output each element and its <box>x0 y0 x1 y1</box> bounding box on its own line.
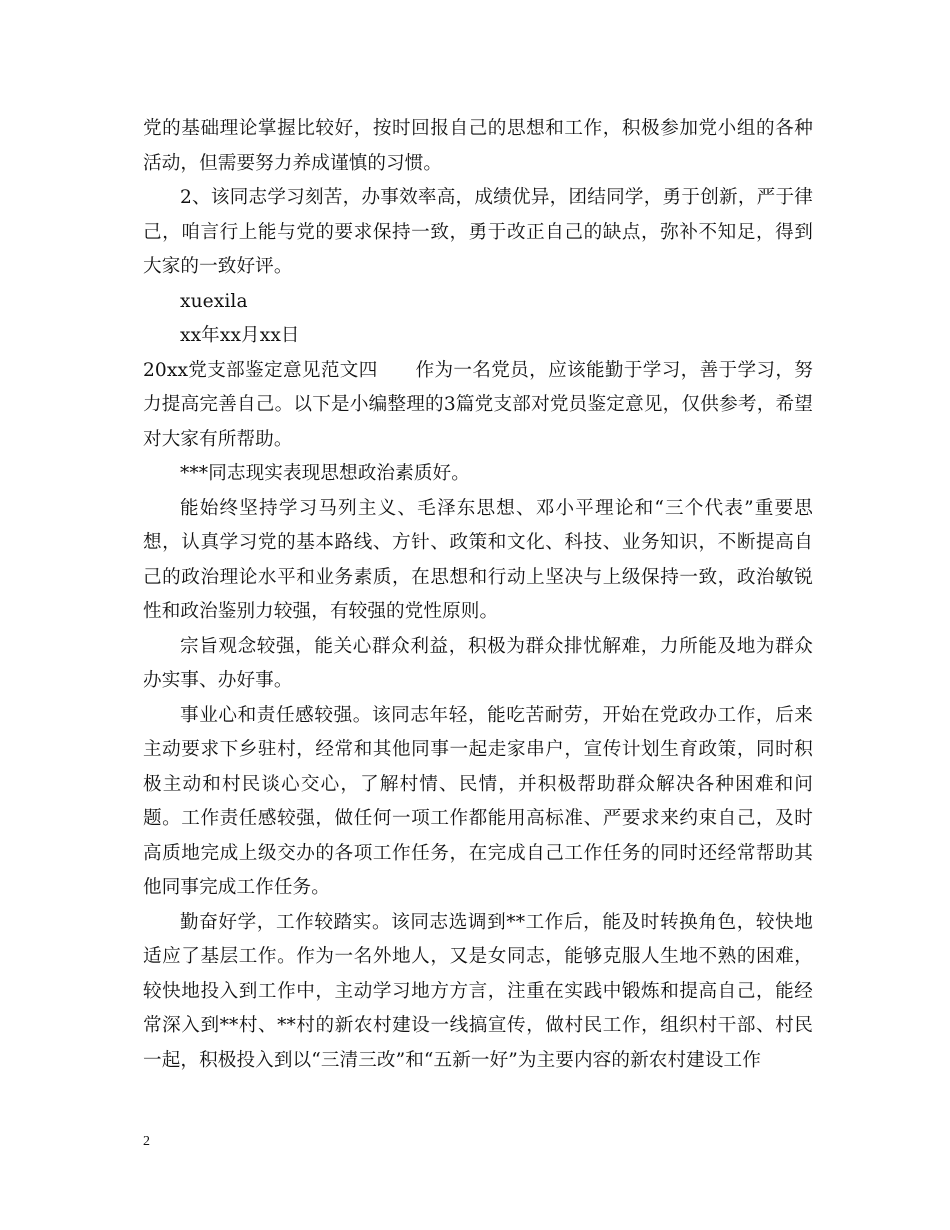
document-body <box>143 112 813 1078</box>
paragraph-responsibility: 事业心和责任感较强。该同志年轻，能吃苦耐劳，开始在党政办工作，后来主动要求下乡驻村，经常和其他同事一起走家串户，宣传计划生育政策，同时积极主动和村民谈心交心，了解村情、民情，并积极帮助群众解决各种困难和问题。工作责任感较强，做任何一项工作都能用高标准、严要求来约束自己，及时高质地完成上级交办的各项工作任务，在完成自己工作任务的同时还经常帮助其他同事完成工作任务。 <box>143 704 813 898</box>
signature-name: xuexila <box>180 290 248 312</box>
paragraph-political: 能始终坚持学习马列主义、毛泽东思想、邓小平理论和“三个代表”重要思想，认真学习党的基本路线、方针、政策和文化、科技、业务知识，不断提高自己的政治理论水平和业务素质，在思想和行动上坚决与上级保持一致，政治敏锐性和政治鉴别力较强，有较强的党性原则。 <box>143 497 813 622</box>
page-number: 2 <box>143 1134 150 1149</box>
section-title-paragraph: 20xx党支部鉴定意见范文四 作为一名党员，应该能勤于学习，善于学习，努力提高完善自己。以下是小编整理的3篇党支部对党员鉴定意见，仅供参考，希望对大家有所帮助。 <box>143 359 813 450</box>
paragraph-2: 2、该同志学习刻苦，办事效率高，成绩优异，团结同学，勇于创新，严于律己，咱言行上能与党的要求保持一致，勇于改正自己的缺点，弥补不知足，得到大家的一致好评。 <box>143 187 813 277</box>
paragraph-diligence: 勤奋好学，工作较踏实。该同志选调到**工作后，能及时转换角色，较快地适应了基层工作。作为一名外地人，又是女同志，能够克服人生地不熟的困难，较快地投入到工作中，主动学习地方方言，注重在实践中锻炼和提高自己，能经常深入到**村、**村的新农村建设一线搞宣传，做村民工作，组织村干部、村民一起，积极投入到以“三清三改”和“五新一好”为主要内容的新农村建设工作 <box>143 911 813 1071</box>
paragraph-service: 宗旨观念较强，能关心群众利益，积极为群众排忧解难，力所能及地为群众办实事、办好事。 <box>143 635 813 691</box>
paragraph-1: 党的基础理论掌握比较好，按时回报自己的思想和工作，积极参加党小组的各种活动，但需要努力养成谨慎的习惯。 <box>143 118 813 174</box>
paragraph-summary: ***同志现实表现思想政治素质好。 <box>180 463 470 484</box>
signature-date: xx年xx月xx日 <box>180 325 300 346</box>
